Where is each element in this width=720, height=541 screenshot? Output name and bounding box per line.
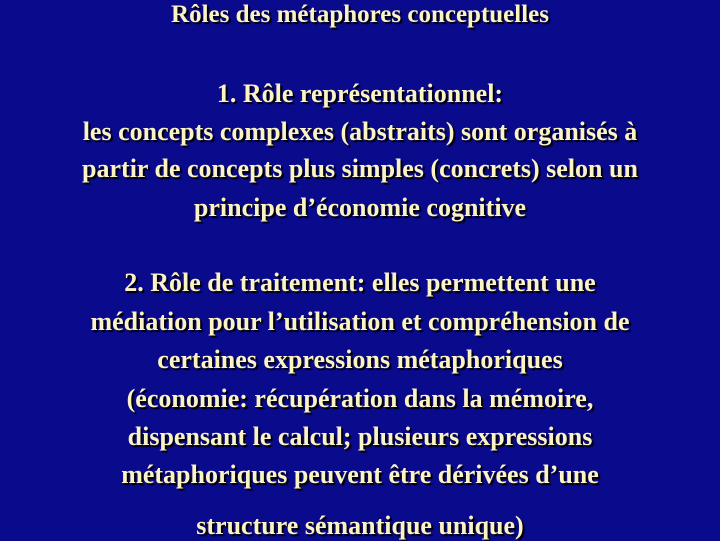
section-2-line-4: (économie: récupération dans la mémoire, — [126, 384, 594, 413]
section-1-line-3: principe d’économie cognitive — [193, 193, 527, 222]
section-2-line-7: structure sémantique unique) — [196, 511, 524, 540]
slide-title: Rôles des métaphores conceptuelles — [171, 1, 549, 28]
section-2-line-1: 2. Rôle de traitement: elles permettent une — [124, 268, 596, 297]
section-1-line-2: partir de concepts plus simples (concrets) selon un — [82, 154, 638, 183]
section-2-line-3: certaines expressions métaphoriques — [157, 345, 563, 374]
section-1-line-1: les concepts complexes (abstraits) sont organisés à — [82, 117, 638, 146]
section-2-line-5: dispensant le calcul; plusieurs expressions — [127, 422, 593, 451]
section-1-heading: 1. Rôle représentationnel: — [216, 79, 504, 108]
section-2-line-2: médiation pour l’utilisation et compréhension de — [90, 307, 630, 336]
section-2-line-6: métaphoriques peuvent être dérivées d’une — [121, 460, 599, 489]
